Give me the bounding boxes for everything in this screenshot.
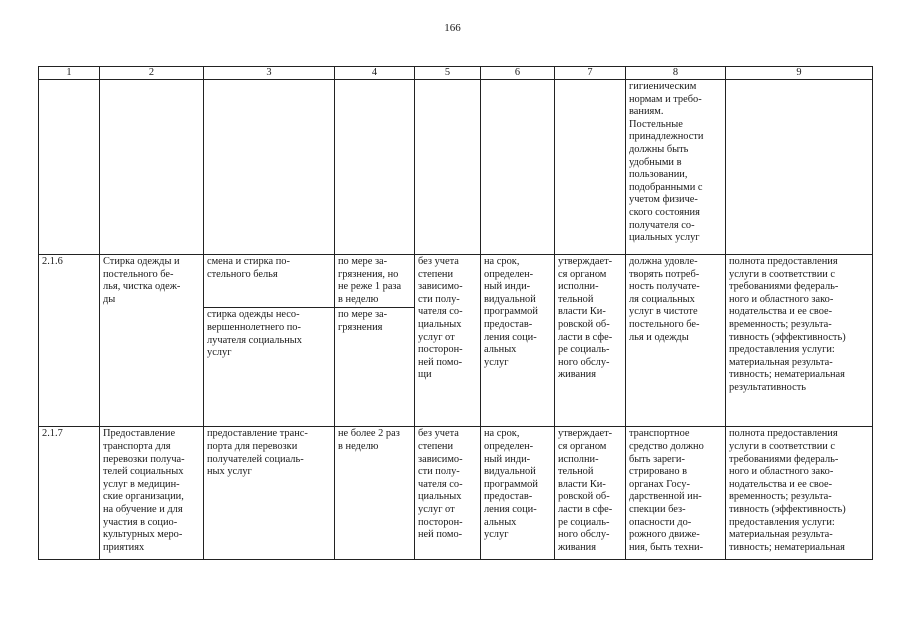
column-header-4: 4 — [335, 67, 415, 80]
service-number: 2.1.6 — [39, 255, 100, 427]
table-cell — [481, 80, 555, 255]
service-content: стирка одежды несо- вершеннолетнего по- лучателя социальных услуг — [204, 308, 335, 427]
service-number: 2.1.7 — [39, 427, 100, 560]
column-header-3: 3 — [204, 67, 335, 80]
column-header-9: 9 — [726, 67, 873, 80]
table-cell — [39, 80, 100, 255]
quality-standards-cell: гигиеническим нормам и требо- ваниям. Постельные принадлежности должны быть удобными в пользовании, подобранными с учетом физиче- ского состояния получателя со- циальных услуг — [626, 80, 726, 255]
table-cell — [335, 80, 415, 255]
evaluation-criteria: полнота предоставления услуги в соответствии с требованиями федераль- ного и областного зако- нодательства и ее свое- временность; результа- тивность (эффективность) предоставления услуги: материальная результа- тивность; нематериальная результативность — [726, 255, 873, 427]
column-header-2: 2 — [100, 67, 204, 80]
service-content: предоставление транс- порта для перевозки получателей социаль- ных услуг — [204, 427, 335, 560]
column-header-8: 8 — [626, 67, 726, 80]
column-header-7: 7 — [555, 67, 626, 80]
column-header-1: 1 — [39, 67, 100, 80]
service-frequency: по мере за- грязнения, но не реже 1 раза в неделю — [335, 255, 415, 308]
service-name: Стирка одежды и постельного бе- лья, чистка одеж- ды — [100, 255, 204, 427]
service-tariff: утверждает- ся органом исполни- тельной власти Ки- ровской об- ласти в сфе- ре социаль- ного обслу- живания — [555, 427, 626, 560]
page-number: 166 — [444, 22, 461, 34]
table-cell — [100, 80, 204, 255]
column-header-6: 6 — [481, 67, 555, 80]
table-cell — [726, 80, 873, 255]
continuation-row — [39, 80, 873, 255]
column-number-header-row — [39, 67, 873, 80]
table-cell — [555, 80, 626, 255]
quality-standards-cell: должна удовле- творять потреб- ность получате- ля социальных услуг в чистоте постельного бе- лья и одежды — [626, 255, 726, 427]
column-header-5: 5 — [415, 67, 481, 80]
service-term: на срок, определен- ный инди- видуальной программой предостав- ления соци- альных услуг — [481, 255, 555, 427]
service-condition: без учета степени зависимо- сти полу- чателя со- циальных услуг от посторон- ней помо- щи — [415, 255, 481, 427]
table-row — [39, 255, 873, 308]
table-row — [39, 427, 873, 560]
services-table — [38, 66, 873, 560]
service-content: смена и стирка по- стельного белья — [204, 255, 335, 308]
service-frequency: не более 2 раз в неделю — [335, 427, 415, 560]
quality-standards-cell: транспортное средство должно быть зареги- стрировано в органах Госу- дарственной ин- спекции без- опасности до- рожного движе- ния, быть техни- — [626, 427, 726, 560]
service-name: Предоставление транспорта для перевозки получа- телей социальных услуг в медицин- ские организации, на обучение и для участия в социо- культурных меро- приятиях — [100, 427, 204, 560]
service-frequency: по мере за- грязнения — [335, 308, 415, 427]
evaluation-criteria: полнота предоставления услуги в соответствии с требованиями федераль- ного и областного зако- нодательства и ее свое- временность; результа- тивность (эффективность) предоставления услуги: материальная результа- тивность; нематериальная — [726, 427, 873, 560]
table-cell — [415, 80, 481, 255]
service-term: на срок, определен- ный инди- видуальной программой предостав- ления соци- альных услуг — [481, 427, 555, 560]
table-cell — [204, 80, 335, 255]
service-condition: без учета степени зависимо- сти полу- чателя со- циальных услуг от посторон- ней помо- — [415, 427, 481, 560]
service-tariff: утверждает- ся органом исполни- тельной власти Ки- ровской об- ласти в сфе- ре социаль- ного обслу- живания — [555, 255, 626, 427]
